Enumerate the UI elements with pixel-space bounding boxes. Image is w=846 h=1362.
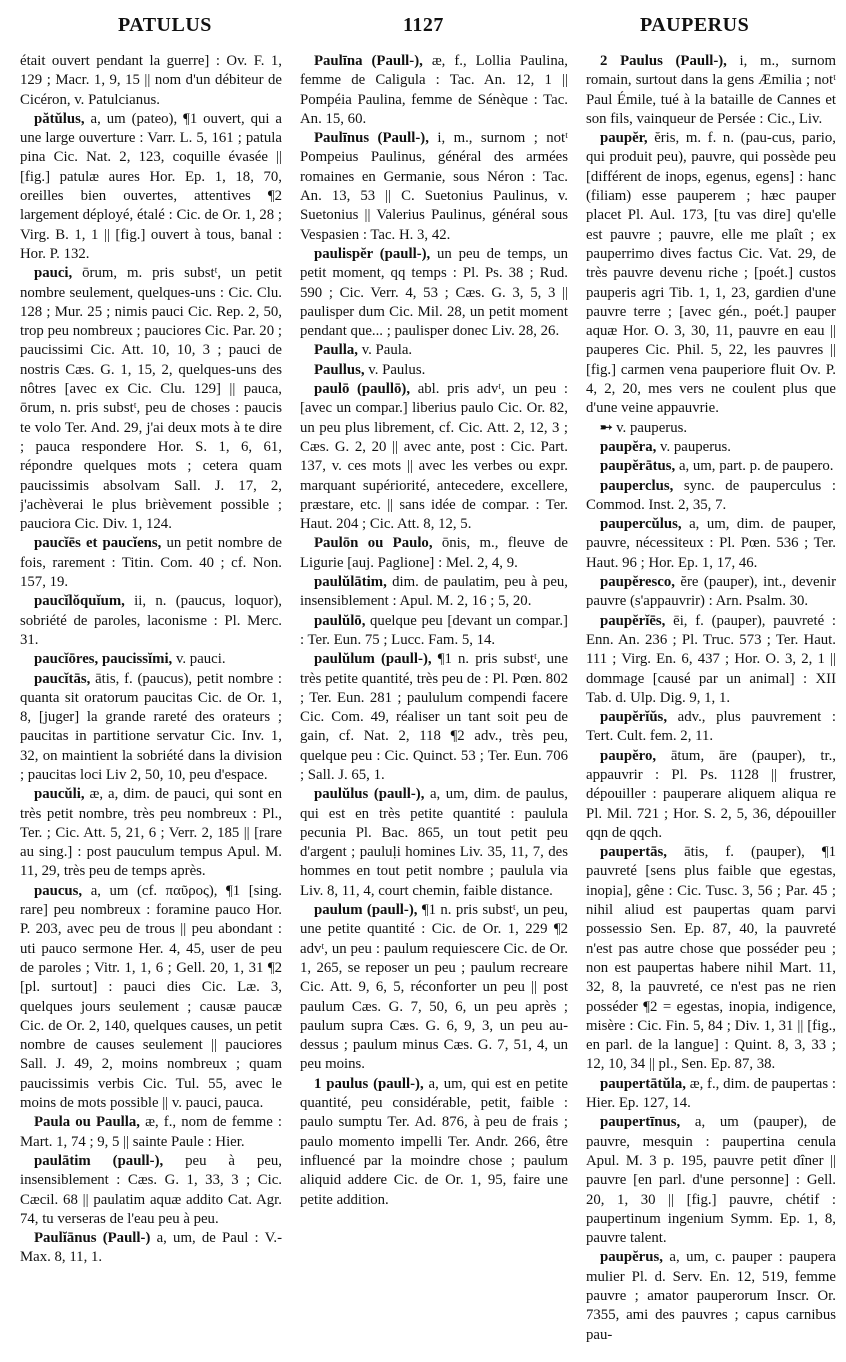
- dictionary-entry: [20, 1113, 282, 1152]
- column-2: [300, 52, 568, 1358]
- dictionary-entry: [300, 129, 568, 245]
- dictionary-entry: [586, 1248, 836, 1344]
- entry-definition: a, um (cf. παῦρος), ¶1 [sing. rare] peu nombreux : foramine pauco Hor. P. 203, avec peu de trous || peu abondant : uti pauco sermone Her. 4, 45, user de peu de paroles ; Vitr. 1, 1, 6 ; Gell. 20, 1, 31 ¶2 [pl. surtout] : pauci dies Cic. Læ. 3, quelques jours seulement ; causæ paucæ Cic. de Or. 2, 140, quelques causes, un petit nombre de causes seulement || pauciores Sall. J. 49, 2, moins nombreux ; quam paucissimis verbis Cic. Tul. 55, avec le moins de mots possible || v. pauci, pauca.: [20, 882, 282, 1112]
- column-1: [20, 52, 282, 1358]
- entry-definition: i, m., surnom ; notᵗ Pompeius Paulinus, général des armées romaines en Germanie, sous Néron : Tac. An. 13, 53 || C. Suetonius Paulinus, v. Suetonius || Valerius Paulinus, général sous Vespasien : Tac. H. 3, 42.: [300, 130, 568, 243]
- dictionary-entry: [586, 843, 836, 1075]
- dictionary-entry: [300, 1075, 568, 1210]
- headword: paulispĕr (paull-),: [314, 245, 431, 262]
- entry-definition: ¶1 n. pris substᵗ, une très petite quantité, très peu de : Pl. Pœn. 802 ; Ter. Eun. 281 ; paululum compendi facere Cic. Com. 49, réaliser un tant soit peu de gain, cf. Nat. 2, 118 ¶2 adv., très peu, quelque peu : Cic. Quinct. 53 ; Ter. Eun. 706 ; Sall. J. 65, 1.: [300, 651, 568, 783]
- headword: paucŭli,: [34, 786, 85, 803]
- headword: paupĕrĭŭs,: [600, 709, 668, 726]
- entry-definition: ātis, f. (paucus), petit nombre : quanta sit oratorum paucitas Cic. de Or. 1, 8, [juger] la grande rareté des orateurs ; paucitas in partitione servatur Cic. Inv. 1, 32, on maintient la sobriété dans la division ; paucitas loci Liv 2, 50, 10, peu d'espace.: [20, 670, 282, 783]
- dictionary-entry: [20, 670, 282, 786]
- headword: paucĭōres, paucissĭmi,: [34, 651, 173, 668]
- entry-definition: sync. de pauperculus : Commod. Inst. 2, 35, 7.: [586, 477, 836, 513]
- entry-definition: v. pauperus.: [660, 438, 731, 455]
- dictionary-entry: [586, 477, 836, 516]
- entry-definition: ōnis, m., fleuve de Ligurie [auj. Paglione] : Mel. 2, 4, 9.: [300, 535, 568, 571]
- entry-definition: ¶1 n. pris substᵗ, un peu, une petite quantité : Cic. de Or. 1, 229 ¶2 advᵗ, un peu : paulum requiescere Cic. de Or. 1, 265, se reposer un peu ; paulum recreare Cic. Att. 9, 6, 5, réconforter un peu || post paulum Cæs. G. 7, 50, 6, un peu après ; paulum supra Cæs. G. 6, 9, 3, un peu au-dessus ; paulum minus Cæs. G. 7, 51, 4, un peu moins.: [300, 902, 568, 1073]
- dictionary-entry: [300, 534, 568, 573]
- entry-definition: a, um, dim. de pauper, pauvre, nécessiteux : Pl. Pœn. 536 ; Ter. Haut. 96 ; Hor. Ep. 1, 17, 46.: [586, 516, 836, 571]
- dictionary-entry: [300, 52, 568, 129]
- entry-definition: ĕris, m. f. n. (pau-cus, pario, qui produit peu), pauvre, qui possède peu [différent de inops, egenus, egens] : hanc (filiam) esse pauperem ; hæc pauper placet Pl. Aul. 173, [tu vas dire] qu'elle est pauvre ; pauvre, elle me plaît ; ex pauperrimo dives factus Cic. Vat. 29, de très pauvre devenu riche ; [poét.] custos pauperis agri Tib. 1, 1, 23, gardien d'une pauvre terre ; [avec gén., poét.] pauper aquæ Hor. O. 3, 30, 11, pauvre en eau || pauperes Cic. Phil. 5, 22, les pauvres || [fig.] carmen vena pauperiore fluit Ov. P. 4, 2, 20, mes vers ne coulent plus que d'une veine appauvrie.: [586, 130, 836, 417]
- dictionary-entry: [586, 515, 836, 573]
- dictionary-entry: [586, 1113, 836, 1248]
- entry-definition: a, um, dim. de paulus, qui est en très petite quantité : paulula pecunia Pl. Bac. 865, un tout petit peu d'argent ; pauluḷi homines Liv. 35, 11, 7, des hommes en tout petit nombre ; paulula via Liv. 8, 11, 4, court chemin, faible distance.: [300, 786, 568, 899]
- dictionary-entry: [300, 785, 568, 901]
- headword: paulŭlum (paull-),: [314, 651, 432, 668]
- entry-definition: a, um, part. p. de paupero.: [678, 458, 834, 475]
- entry-definition: a, um (pateo), ¶1 ouvert, qui a une large ouverture : Varr. L. 5, 161 ; patula pina Cic. Nat. 2, 123, coquille évasée || [fig.] patulæ aures Hor. Ep. 1, 18, 70, oreilles bien ouvertes, attentives ¶2 largement déployé, étalé : Cic. de Or. 1, 28 ; Virg. B. 1, 1 || [fig.] ouvert à tous, banal : Hor. P. 132.: [20, 110, 282, 262]
- dictionary-entry: [300, 612, 568, 651]
- headword: paupertātŭla,: [600, 1075, 686, 1092]
- headword: 2 Paulus (Paull-),: [600, 53, 727, 69]
- dictionary-entry: [20, 1152, 282, 1229]
- entry-definition: ĕre (pauper), int., devenir pauvre (s'appauvrir) : Arn. Psalm. 30.: [586, 574, 836, 610]
- entry-definition: adv., plus pauvrement : Tert. Cult. fem. 2, 11.: [586, 709, 836, 745]
- headword: paulŭlō,: [314, 612, 366, 629]
- dictionary-entry: [586, 747, 836, 843]
- entry-definition: ōrum, m. pris substᵗ, un petit nombre seulement, quelques-uns : Cic. Clu. 128 ; Mur. 25 ; nimis pauci Cic. Rep. 2, 50, trop peu nombreux ; pauciores Cic. Par. 20 ; paucissimi Cic. Att. 10, 10, 3 ; pauci de nostris Cæs. G. 1, 15, 2, quelques-uns des nôtres [avec ex Cic. Clu. 129] || pauca, ōrum, n. pris substᵗ, peu de choses : paucis te volo Ter. And. 29, j'ai deux mots à te dire ; pauca respondere Hor. S. 1, 6, 61, répondre quelques mots ; cetera quam paucissimis absolvam Sall. J. 17, 2, j'achèverai le plus brièvement possible ; pauciora Cic. Div. 1, 124.: [20, 265, 282, 533]
- headword: paulātim (paull-),: [34, 1152, 164, 1169]
- headword: paupĕrus,: [600, 1249, 663, 1266]
- dictionary-entry: [20, 52, 282, 110]
- dictionary-entry: [300, 901, 568, 1075]
- headword: paulō (paullō),: [314, 381, 411, 398]
- headword: paucĭlŏquĭum,: [34, 593, 125, 610]
- headword: paupercŭlus,: [600, 516, 682, 533]
- dictionary-entry: [20, 882, 282, 1114]
- entry-definition: ēi, f. (pauper), pauvreté : Enn. An. 236 ; Pl. Truc. 573 ; Ter. Haut. 111 ; Virg. En. 6, 437 ; Hor. O. 3, 2, 1 || dommage [causé par un animal] : XII Tab. d. Ulp. Dig. 9, 1, 1.: [586, 612, 836, 706]
- dictionary-entry: [300, 245, 568, 341]
- entry-definition: æ, f., nom de femme : Mart. 1, 74 ; 9, 5 || sainte Paule : Hier.: [20, 1114, 282, 1150]
- entry-definition: v. pauci.: [175, 651, 226, 668]
- headword: 1 paulus (paull-),: [314, 1075, 424, 1092]
- entry-definition: æ, f., Lollia Paulina, femme de Caligula : Tac. An. 12, 1 || Pompéia Paulina, femme de Sénèque : Tac. An. 15, 60.: [300, 53, 568, 127]
- entry-definition: æ, f., dim. de paupertas : Hier. Ep. 127, 14.: [586, 1075, 836, 1112]
- headword: Paulla,: [314, 342, 358, 359]
- entry-definition: quelque peu [devant un compar.] : Ter. Eun. 75 ; Lucc. Fam. 5, 14.: [300, 612, 568, 648]
- headword: Paulīnus (Paull-),: [314, 130, 429, 147]
- headword: ➸: [600, 419, 613, 436]
- dictionary-entry: [20, 264, 282, 534]
- headword: paucĭtās,: [34, 670, 91, 687]
- headword: pătŭlus,: [34, 110, 85, 127]
- headword: paupertīnus,: [600, 1114, 681, 1131]
- dictionary-entry: [20, 785, 282, 881]
- running-head-left: PATULUS: [118, 14, 212, 36]
- entry-definition: a, um (pauper), de pauvre, mesquin : paupertina cenula Apul. M. 3 p. 195, pauvre petit dîner || pauvre [en parl. d'une personne] : Gell. 20, 1, 30 || [fig.] pauvre, chétif : paupertinum ingenium Symm. Ep. 1, 8, pauvre talent.: [586, 1114, 836, 1247]
- dictionary-entry: [300, 361, 568, 380]
- headword: paupĕr,: [600, 130, 648, 147]
- dictionary-entry: [300, 573, 568, 612]
- headword: Paulīna (Paull-),: [314, 53, 423, 69]
- entry-definition: abl. pris advᵗ, un peu : [avec un compar.] liberius paulo Cic. Or. 82, un peu plus librement, cf. Cic. Att. 2, 12, 3 ; Cæs. G. 2, 20 || avec ante, post : Cic. Part. 137, v. ces mots || avec les verbes ou expr. marquant supériorité, antecedere, excellere, præstare, etc. || sans idée de compar. : Ter. Haut. 204 ; Cic. Att. 8, 12, 5.: [300, 381, 568, 533]
- dictionary-entry: [586, 708, 836, 747]
- entry-definition: un petit nombre de fois, rarement : Titin. Com. 40 ; cf. Non. 157, 19.: [20, 535, 282, 591]
- dictionary-entry: [586, 129, 836, 418]
- entry-definition: était ouvert pendant la guerre] : Ov. F. 1, 129 ; Macr. 1, 9, 15 || nom d'un débiteur de Cicéron, v. Patulcianus.: [20, 53, 282, 108]
- entry-definition: un peu de temps, un petit moment, qq temps : Pl. Ps. 38 ; Rud. 590 ; Cic. Verr. 4, 53 ; Cæs. G. 3, 5, 3 || paulisper dum Cic. Mil. 28, un petit moment pendant que... ; paulisper donec Liv. 28, 26.: [300, 245, 568, 340]
- dictionary-entry: [20, 592, 282, 650]
- dictionary-entry: [20, 110, 282, 264]
- entry-definition: a, um, c. pauper : paupera mulier Pl. d. Serv. En. 12, 519, femme pauvre ; amator pauperorum Inscr. Or. 7355, ami des pauvres ; capus carnibus pau-: [586, 1249, 836, 1343]
- entry-definition: a, um, qui est en petite quantité, peu considérable, petit, faible : paulo sumptu Ter. Ad. 876, à peu de frais ; paulo momento impelli Ter. Andr. 266, être influencé par la moindre chose ; paulum aliquid addere Cic. de Or. 1, 95, faire une petite addition.: [300, 1075, 568, 1208]
- dictionary-entry: [300, 341, 568, 360]
- headword: paupĕrĭēs,: [600, 612, 666, 629]
- entry-definition: i, m., surnom romain, surtout dans la gens Æmilia ; notᵗ Paul Émile, tué à la bataille de Cannes et son fils, vainqueur de Persée : Cic., Liv.: [586, 53, 836, 127]
- dictionary-entry: [300, 380, 568, 534]
- headword: Paulōn ou Paulo,: [314, 535, 433, 552]
- headword: paupĕresco,: [600, 574, 675, 591]
- headword: paucĭēs et paucĭens,: [34, 535, 162, 552]
- entry-definition: dim. de paulatim, peu à peu, insensiblement : Apul. M. 2, 16 ; 5, 20.: [300, 574, 568, 610]
- entry-definition: v. pauperus.: [616, 419, 688, 436]
- page-number: 1127: [403, 14, 444, 36]
- headword: paupĕro,: [600, 747, 657, 764]
- running-head-right: PAUPERUS: [640, 14, 750, 36]
- entry-definition: ātum, āre (pauper), tr., appauvrir : Pl. Ps. 1128 || frustrer, dépouiller : pauperare aliquem aliqua re Pl. Mil. 721 ; Hor. S. 2, 5, 36, dépouiller qqn de qqch.: [586, 747, 836, 841]
- headword: paulum (paull-),: [314, 902, 418, 919]
- dictionary-entry: [586, 573, 836, 612]
- entry-definition: peu à peu, insensiblement : Cæs. G. 1, 33, 3 ; Cic. Cæcil. 68 || paulatim aquæ addito Cat. Agr. 74, tu verseras de l'eau peu à peu.: [20, 1152, 282, 1227]
- dictionary-entry: [20, 1229, 282, 1268]
- page-header: [0, 4, 846, 44]
- headword: paulŭlātim,: [314, 574, 387, 591]
- dictionary-entry: [20, 534, 282, 592]
- dictionary-entry: [586, 612, 836, 708]
- headword: paupĕra,: [600, 438, 657, 455]
- dictionary-entry: [586, 52, 836, 129]
- headword: Paula ou Paulla,: [34, 1114, 140, 1131]
- dictionary-entry: [586, 438, 836, 457]
- headword: paulŭlus (paull-),: [314, 786, 425, 803]
- dictionary-entry: [20, 650, 282, 669]
- entry-definition: a, um, de Paul : V.-Max. 8, 11, 1.: [20, 1230, 282, 1266]
- entry-definition: ii, n. (paucus, loquor), sobriété de paroles, laconisme : Pl. Merc. 31.: [20, 593, 282, 648]
- headword: Paulĭānus (Paull-): [34, 1230, 151, 1247]
- headword: paupĕrātus,: [600, 458, 676, 475]
- entry-definition: ātis, f. (pauper), ¶1 pauvreté [sens plus faible que egestas, inopia], gêne : Cic. Tusc. 3, 56 ; Par. 45 ; nihil aliud est paupertas quam parvi possessio Sen. Ep. 87, 40, la pauvreté n'est pas autre chose que posséder peu ; non est paupertas habere nihil Mart. 11, 32, 8, la pauvreté, ce n'est pas ne rien posséder ¶2 = egestas, inopia, indigence, misère : Cic. Fin. 5, 84 ; Div. 1, 31 || [fig., en parl. de la langue] : Quint. 8, 3, 33 ; 12, 10, 34 || pl., Sen. Ep. 87, 38.: [586, 844, 836, 1073]
- headword: paupertās,: [600, 844, 668, 861]
- column-3: [586, 52, 836, 1358]
- entry-definition: v. Paulus.: [368, 361, 426, 378]
- headword: pauci,: [34, 265, 73, 282]
- entry-definition: æ, a, dim. de pauci, qui sont en très petit nombre, très peu nombreux : Pl., Ter. ; Cic. Att. 5, 21, 6 ; Verr. 2, 185 || [rare au sing.] : post pauculum tempus Apul. M. 11, 29, très peu de temps après.: [20, 786, 282, 880]
- headword: Paullus,: [314, 361, 365, 378]
- entry-definition: v. Paula.: [361, 342, 413, 359]
- dictionary-entry: [586, 419, 836, 438]
- headword: pauperclus,: [600, 477, 674, 494]
- dictionary-entry: [586, 1075, 836, 1114]
- dictionary-entry: [586, 457, 836, 476]
- headword: paucus,: [34, 882, 83, 899]
- dictionary-entry: [300, 650, 568, 785]
